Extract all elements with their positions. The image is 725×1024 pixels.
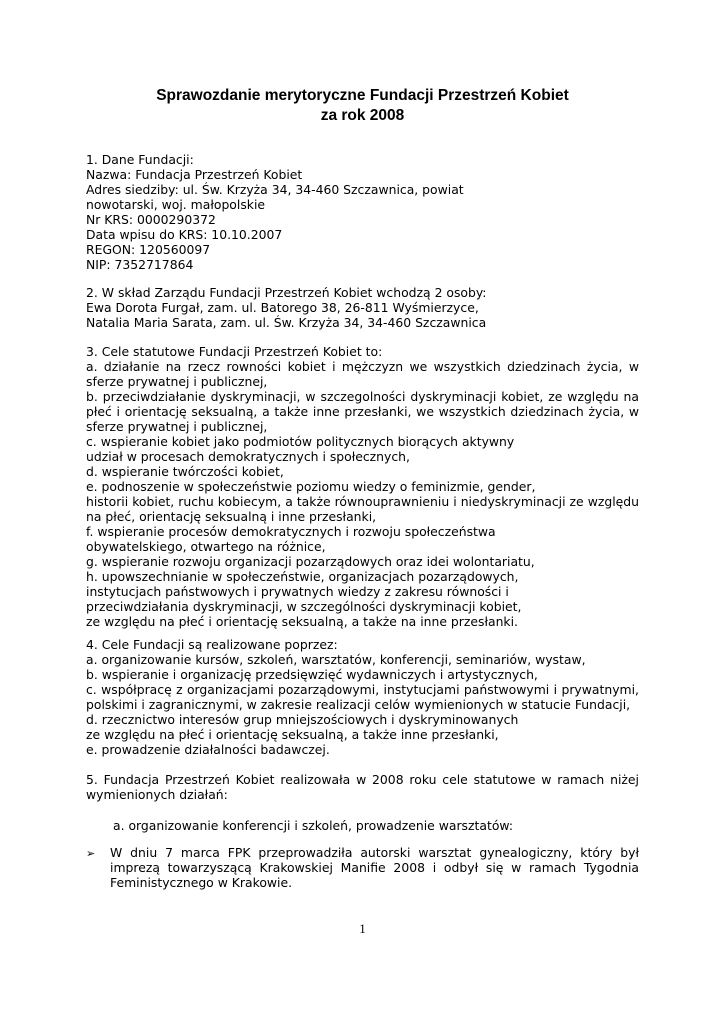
text-line: g. wspieranie rozwoju organizacji pozarządowych oraz idei wolontariatu,: [86, 554, 535, 569]
text-line: obywatelskiego, otwartego na różnice,: [86, 539, 326, 554]
page-number: 1: [359, 921, 366, 936]
section-5-subheading: a. organizowanie konferencji i szkoleń, prowadzenie warsztatów:: [113, 818, 514, 833]
section-4-heading: 4. Cele Fundacji są realizowane poprzez:: [86, 637, 338, 652]
text-line: polskimi i zagranicznymi, w zakresie realizacji celów wymienionych w statucie Fundacji,: [86, 697, 631, 712]
text-line: Nr KRS: 0000290372: [86, 212, 216, 227]
section-3-heading: 3. Cele statutowe Fundacji Przestrzeń Kobiet to:: [86, 344, 383, 359]
text-line: NIP: 7352717864: [86, 257, 194, 272]
text-line: a. działanie na rzecz rowności kobiet i mężczyzn we wszystkich dziedzinach życia, w: [86, 359, 639, 374]
section-5-heading: 5. Fundacja Przestrzeń Kobiet realizowała w 2008 roku cele statutowe w ramach niżej: [86, 772, 639, 787]
text-line: na płeć, orientację seksualną i inne przesłanki,: [86, 509, 377, 524]
text-line: Ewa Dorota Furgał, zam. ul. Batorego 38, 26-811 Wyśmierzyce,: [86, 300, 479, 315]
section-2-board: [86, 285, 639, 330]
text-line: b. wspieranie i organizację przedsięwzięć wydawniczych i artystycznych,: [86, 667, 538, 682]
text-line: sferze prywatnej i publicznej,: [86, 374, 268, 389]
text-line: sferze prywatnej i publicznej,: [86, 419, 268, 434]
text-line: Adres siedziby: ul. Św. Krzyża 34, 34-460 Szczawnica, powiat: [86, 182, 464, 197]
document-title-line-2: za rok 2008: [320, 107, 405, 124]
text-line: przeciwdziałania dyskryminacji, w szczególności dyskryminacji kobiet,: [86, 599, 522, 614]
text-line: e. prowadzenie działalności badawczej.: [86, 742, 330, 757]
bullet-item: [110, 845, 639, 890]
text-line: d. wspieranie twórczości kobiet,: [86, 464, 284, 479]
text-line: Nazwa: Fundacja Przestrzeń Kobiet: [86, 167, 303, 182]
text-line: historii kobiet, ruchu kobiecym, a także równouprawnieniu i niedyskryminacji ze względu: [86, 494, 639, 509]
text-line: imprezą towarzyszącą Krakowskiej Manifie 2008 i odbył się w ramach Tygodnia: [110, 860, 639, 875]
section-5-activities: [86, 772, 639, 802]
text-line: ze względu na płeć i orientację seksualną, a także inne przesłanki,: [86, 727, 499, 742]
section-1-heading: 1. Dane Fundacji:: [86, 152, 194, 167]
text-line: a. organizowanie kursów, szkoleń, warsztatów, konferencji, seminariów, wystaw,: [86, 652, 586, 667]
text-line: nowotarski, woj. małopolskie: [86, 197, 266, 212]
text-line: c. współpracę z organizacjami pozarządowymi, instytucjami państwowymi i prywatnymi,: [86, 682, 639, 697]
text-line: instytucjach państwowych i prywatnych wiedzy z zakresu równości i: [86, 584, 509, 599]
text-line: Natalia Maria Sarata, zam. ul. Św. Krzyża 34, 34-460 Szczawnica: [86, 315, 487, 330]
section-3-statutory-goals: [86, 344, 639, 629]
text-line: c. wspieranie kobiet jako podmiotów politycznych biorących aktywny: [86, 434, 515, 449]
text-line: Data wpisu do KRS: 10.10.2007: [86, 227, 283, 242]
section-1-company-data: [86, 152, 639, 272]
section-4-implementation: [86, 637, 639, 757]
text-line: REGON: 120560097: [86, 242, 211, 257]
text-line: ze względu na płeć i orientację seksualną, a także na inne przesłanki.: [86, 614, 518, 629]
section-2-heading: 2. W skład Zarządu Fundacji Przestrzeń Kobiet wchodzą 2 osoby:: [86, 285, 487, 300]
text-line: d. rzecznictwo interesów grup mniejszościowych i dyskryminowanych: [86, 712, 519, 727]
text-line: h. upowszechnianie w społeczeństwie, organizacjach pozarządowych,: [86, 569, 519, 584]
text-line: wymienionych działań:: [86, 787, 228, 802]
text-line: f. wspieranie procesów demokratycznych i rozwoju społeczeństwa: [86, 524, 496, 539]
arrow-bullet-icon: ➢: [86, 847, 96, 860]
text-line: W dniu 7 marca FPK przeprowadziła autorski warsztat gynealogiczny, który był: [110, 845, 639, 860]
document-title-line-1: Sprawozdanie merytoryczne Fundacji Przestrzeń Kobiet: [156, 87, 569, 104]
text-line: b. przeciwdziałanie dyskryminacji, w szczegolności dyskryminacji kobiet, ze względu na: [86, 389, 639, 404]
text-line: Feministycznego w Krakowie.: [110, 875, 293, 890]
text-line: udział w procesach demokratycznych i społecznych,: [86, 449, 410, 464]
text-line: płeć i orientację seksualną, a także inne przesłanki, we wszystkich dziedzinach życia, w: [86, 404, 639, 419]
text-line: e. podnoszenie w społeczeństwie poziomu wiedzy o feminizmie, gender,: [86, 479, 536, 494]
